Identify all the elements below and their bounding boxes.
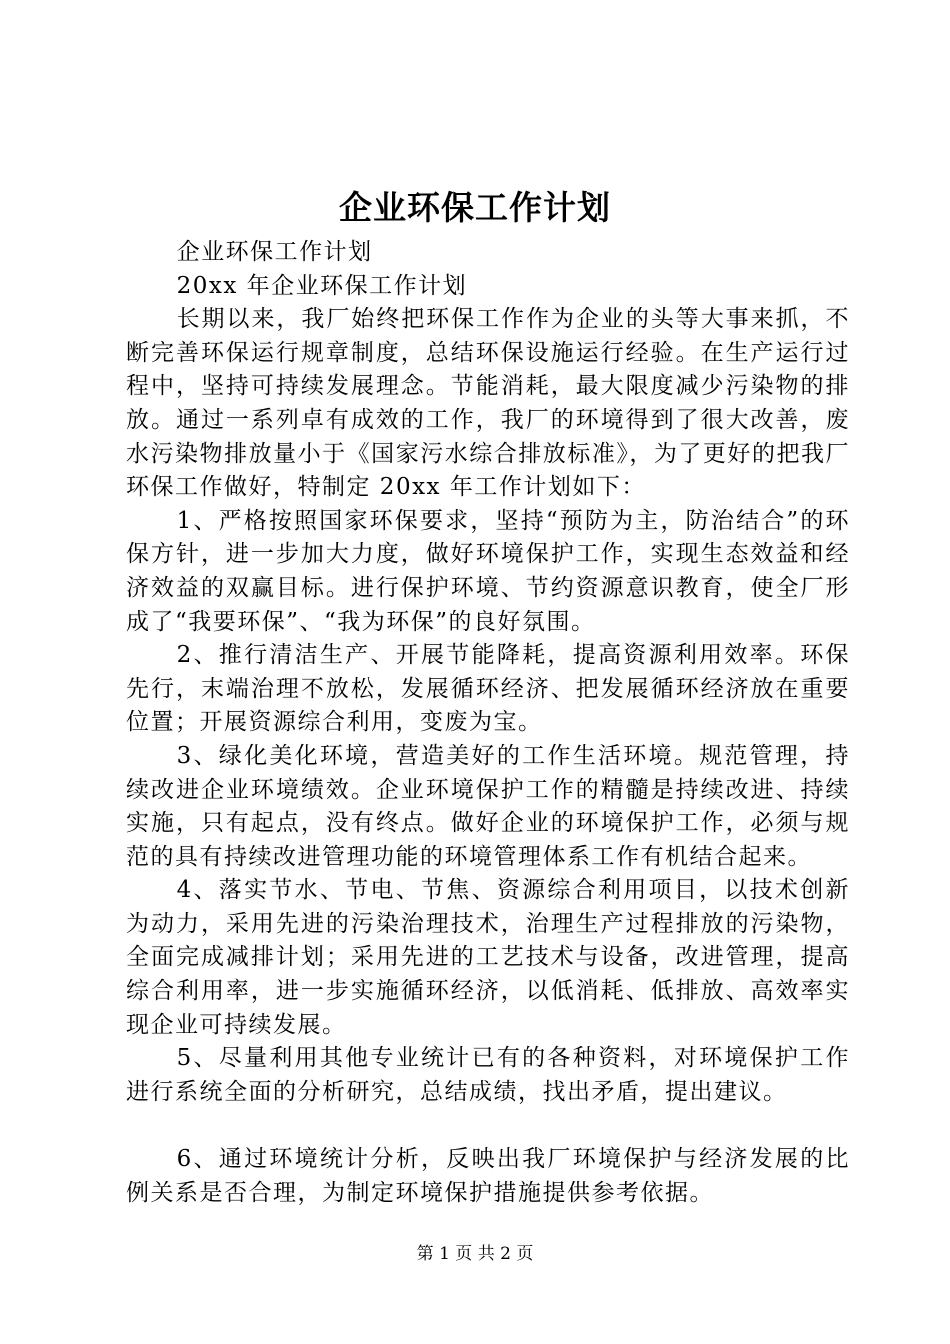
paragraph-subtitle: 企业环保工作计划 [176, 239, 373, 265]
paragraph-item-2: 2、推行清洁生产、开展节能降耗，提高资源利用效率。环保先行，末端治理不放松，发展循环经济、把发展循环经济放在重要位置；开展资源综合利用，变废为宝。 [126, 642, 850, 736]
paragraph-year-title: 20xx 年企业环保工作计划 [176, 272, 468, 299]
paragraph-item-5: 5、尽量利用其他专业统计已有的各种资料，对环境保护工作进行系统全面的分析研究，总结成绩，找出矛盾，提出建议。 [126, 1045, 850, 1105]
paragraph-item-6: 6、通过环境统计分析，反映出我厂环境保护与经济发展的比例关系是否合理，为制定环境保护措施提供参考依据。 [126, 1146, 850, 1206]
paragraph-item-1: 1、严格按照国家环保要求，坚持“预防为主，防治结合”的环保方针，进一步加大力度，做好环境保护工作，实现生态效益和经济效益的双赢目标。进行保护环境、节约资源意识教育，使全厂形成了“我要环保”、“我为环保”的良好氛围。 [126, 507, 850, 635]
paragraph-item-4: 4、落实节水、节电、节焦、资源综合利用项目，以技术创新为动力，采用先进的污染治理技术，治理生产过程排放的污染物，全面完成减排计划；采用先进的工艺技术与设备，改进管理，提高综合利用率，进一步实施循环经济，以低消耗、低排放、高效率实现企业可持续发展。 [126, 877, 850, 1038]
document-body [126, 236, 850, 1210]
paragraph-item-3: 3、绿化美化环境，营造美好的工作生活环境。规范管理，持续改进企业环境绩效。企业环境保护工作的精髓是持续改进、持续实施，只有起点，没有终点。做好企业的环境保护工作，必须与规范的具有持续改进管理功能的环境管理体系工作有机结合起来。 [126, 742, 850, 870]
paragraph-intro: 长期以来，我厂始终把环保工作作为企业的头等大事来抓，不断完善环保运行规章制度，总结环保设施运行经验。在生产运行过程中，坚持可持续发展理念。节能消耗，最大限度减少污染物的排放。通过一系列卓有成效的工作，我厂的环境得到了很大改善，废水污染物排放量小于《国家污水综合排放标准》，为了更好的把我厂环保工作做好，特制定 20xx 年工作计划如下： [126, 306, 850, 501]
document-title: 企业环保工作计划 [339, 188, 611, 227]
page-footer: 第 1 页 共 2 页 [416, 1244, 534, 1264]
